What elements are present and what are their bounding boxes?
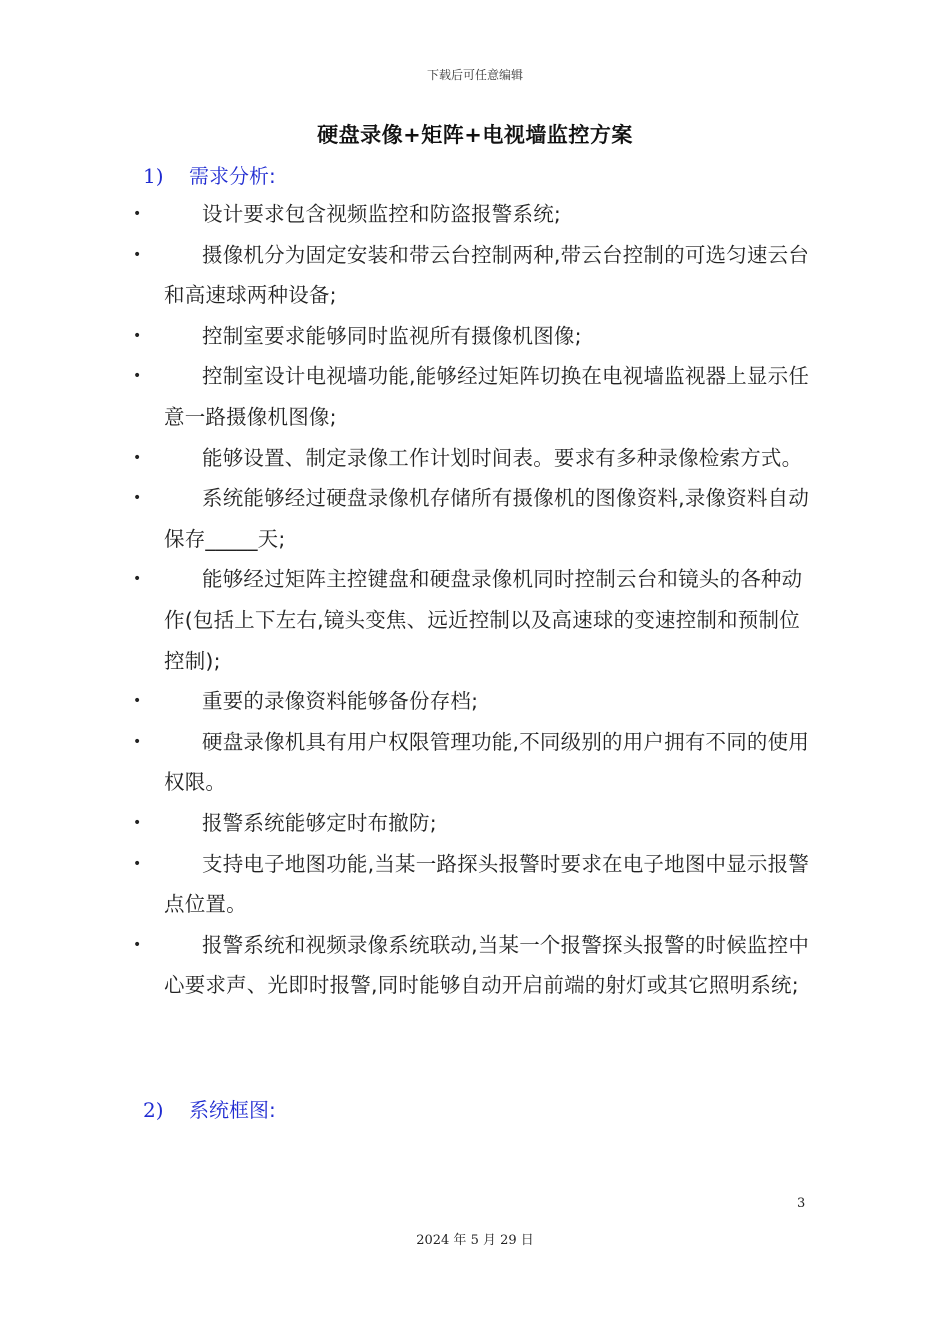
list-item-text: 硬盘录像机具有用户权限管理功能,不同级别的用户拥有不同的使用权限。 <box>164 729 810 795</box>
list-item <box>0 356 950 437</box>
list-item-text: 支持电子地图功能,当某一路探头报警时要求在电子地图中显示报警点位置。 <box>164 851 810 917</box>
list-item <box>0 681 950 722</box>
bullet-icon: • <box>133 206 142 222</box>
list-item-text: 控制室要求能够同时监视所有摄像机图像; <box>202 323 582 348</box>
list-item-text: 设计要求包含视频监控和防盗报警系统; <box>202 202 562 226</box>
list-item <box>0 316 950 357</box>
bullet-icon: • <box>133 814 142 831</box>
section-label: 需求分析: <box>189 164 276 188</box>
bullet-icon: • <box>133 246 142 263</box>
bullet-icon: • <box>133 449 142 466</box>
list-item <box>0 438 950 479</box>
list-item-text: 重要的录像资料能够备份存档; <box>202 689 479 714</box>
requirements-list <box>0 194 950 1006</box>
list-item <box>0 803 950 844</box>
section-number: 2) <box>143 1098 164 1122</box>
list-item-text: 能够经过矩阵主控键盘和硬盘录像机同时控制云台和镜头的各种动作(包括上下左右,镜头变焦、远近控制以及高速球的变速控制和预制位控制); <box>164 567 803 673</box>
list-item <box>0 478 950 559</box>
list-item-text: 控制室设计电视墙功能,能够经过矩阵切换在电视墙监视器上显示任意一路摄像机图像; <box>164 364 810 429</box>
document-title: 硬盘录像+矩阵+电视墙监控方案 <box>317 123 633 147</box>
list-item-text: 系统能够经过硬盘录像机存储所有摄像机的图像资料,录像资料自动保存_____天; <box>164 486 810 551</box>
list-item-text: 能够设置、制定录像工作计划时间表。要求有多种录像检索方式。 <box>202 445 803 470</box>
bullet-icon: • <box>133 693 142 710</box>
header-note: 下载后可任意编辑 <box>426 68 523 82</box>
list-item <box>0 722 950 803</box>
list-item-text: 报警系统能够定时布撤防; <box>202 810 437 835</box>
bullet-icon: • <box>133 733 142 750</box>
list-item <box>0 844 950 925</box>
bullet-icon: • <box>133 936 142 953</box>
list-item <box>0 194 950 235</box>
bullet-icon: • <box>133 490 142 507</box>
list-item <box>0 559 950 681</box>
section-number: 1) <box>143 164 164 188</box>
bullet-icon: • <box>133 327 142 344</box>
section-heading-diagram <box>143 1094 276 1123</box>
list-item <box>0 925 950 1006</box>
section-label: 系统框图: <box>189 1098 276 1122</box>
page-number: 3 <box>797 1196 806 1211</box>
list-item-text: 报警系统和视频录像系统联动,当某一个报警探头报警的时候监控中心要求声、光即时报警,同时能够自动开启前端的射灯或其它照明系统; <box>164 932 810 998</box>
section-heading-requirements <box>143 160 276 189</box>
bullet-icon: • <box>133 368 142 385</box>
list-item <box>0 235 950 316</box>
footer-date: 2024 年 5 月 29 日 <box>416 1233 534 1248</box>
bullet-icon: • <box>133 855 142 872</box>
bullet-icon: • <box>133 571 142 588</box>
list-item-text: 摄像机分为固定安装和带云台控制两种,带云台控制的可选匀速云台和高速球两种设备; <box>164 242 810 308</box>
